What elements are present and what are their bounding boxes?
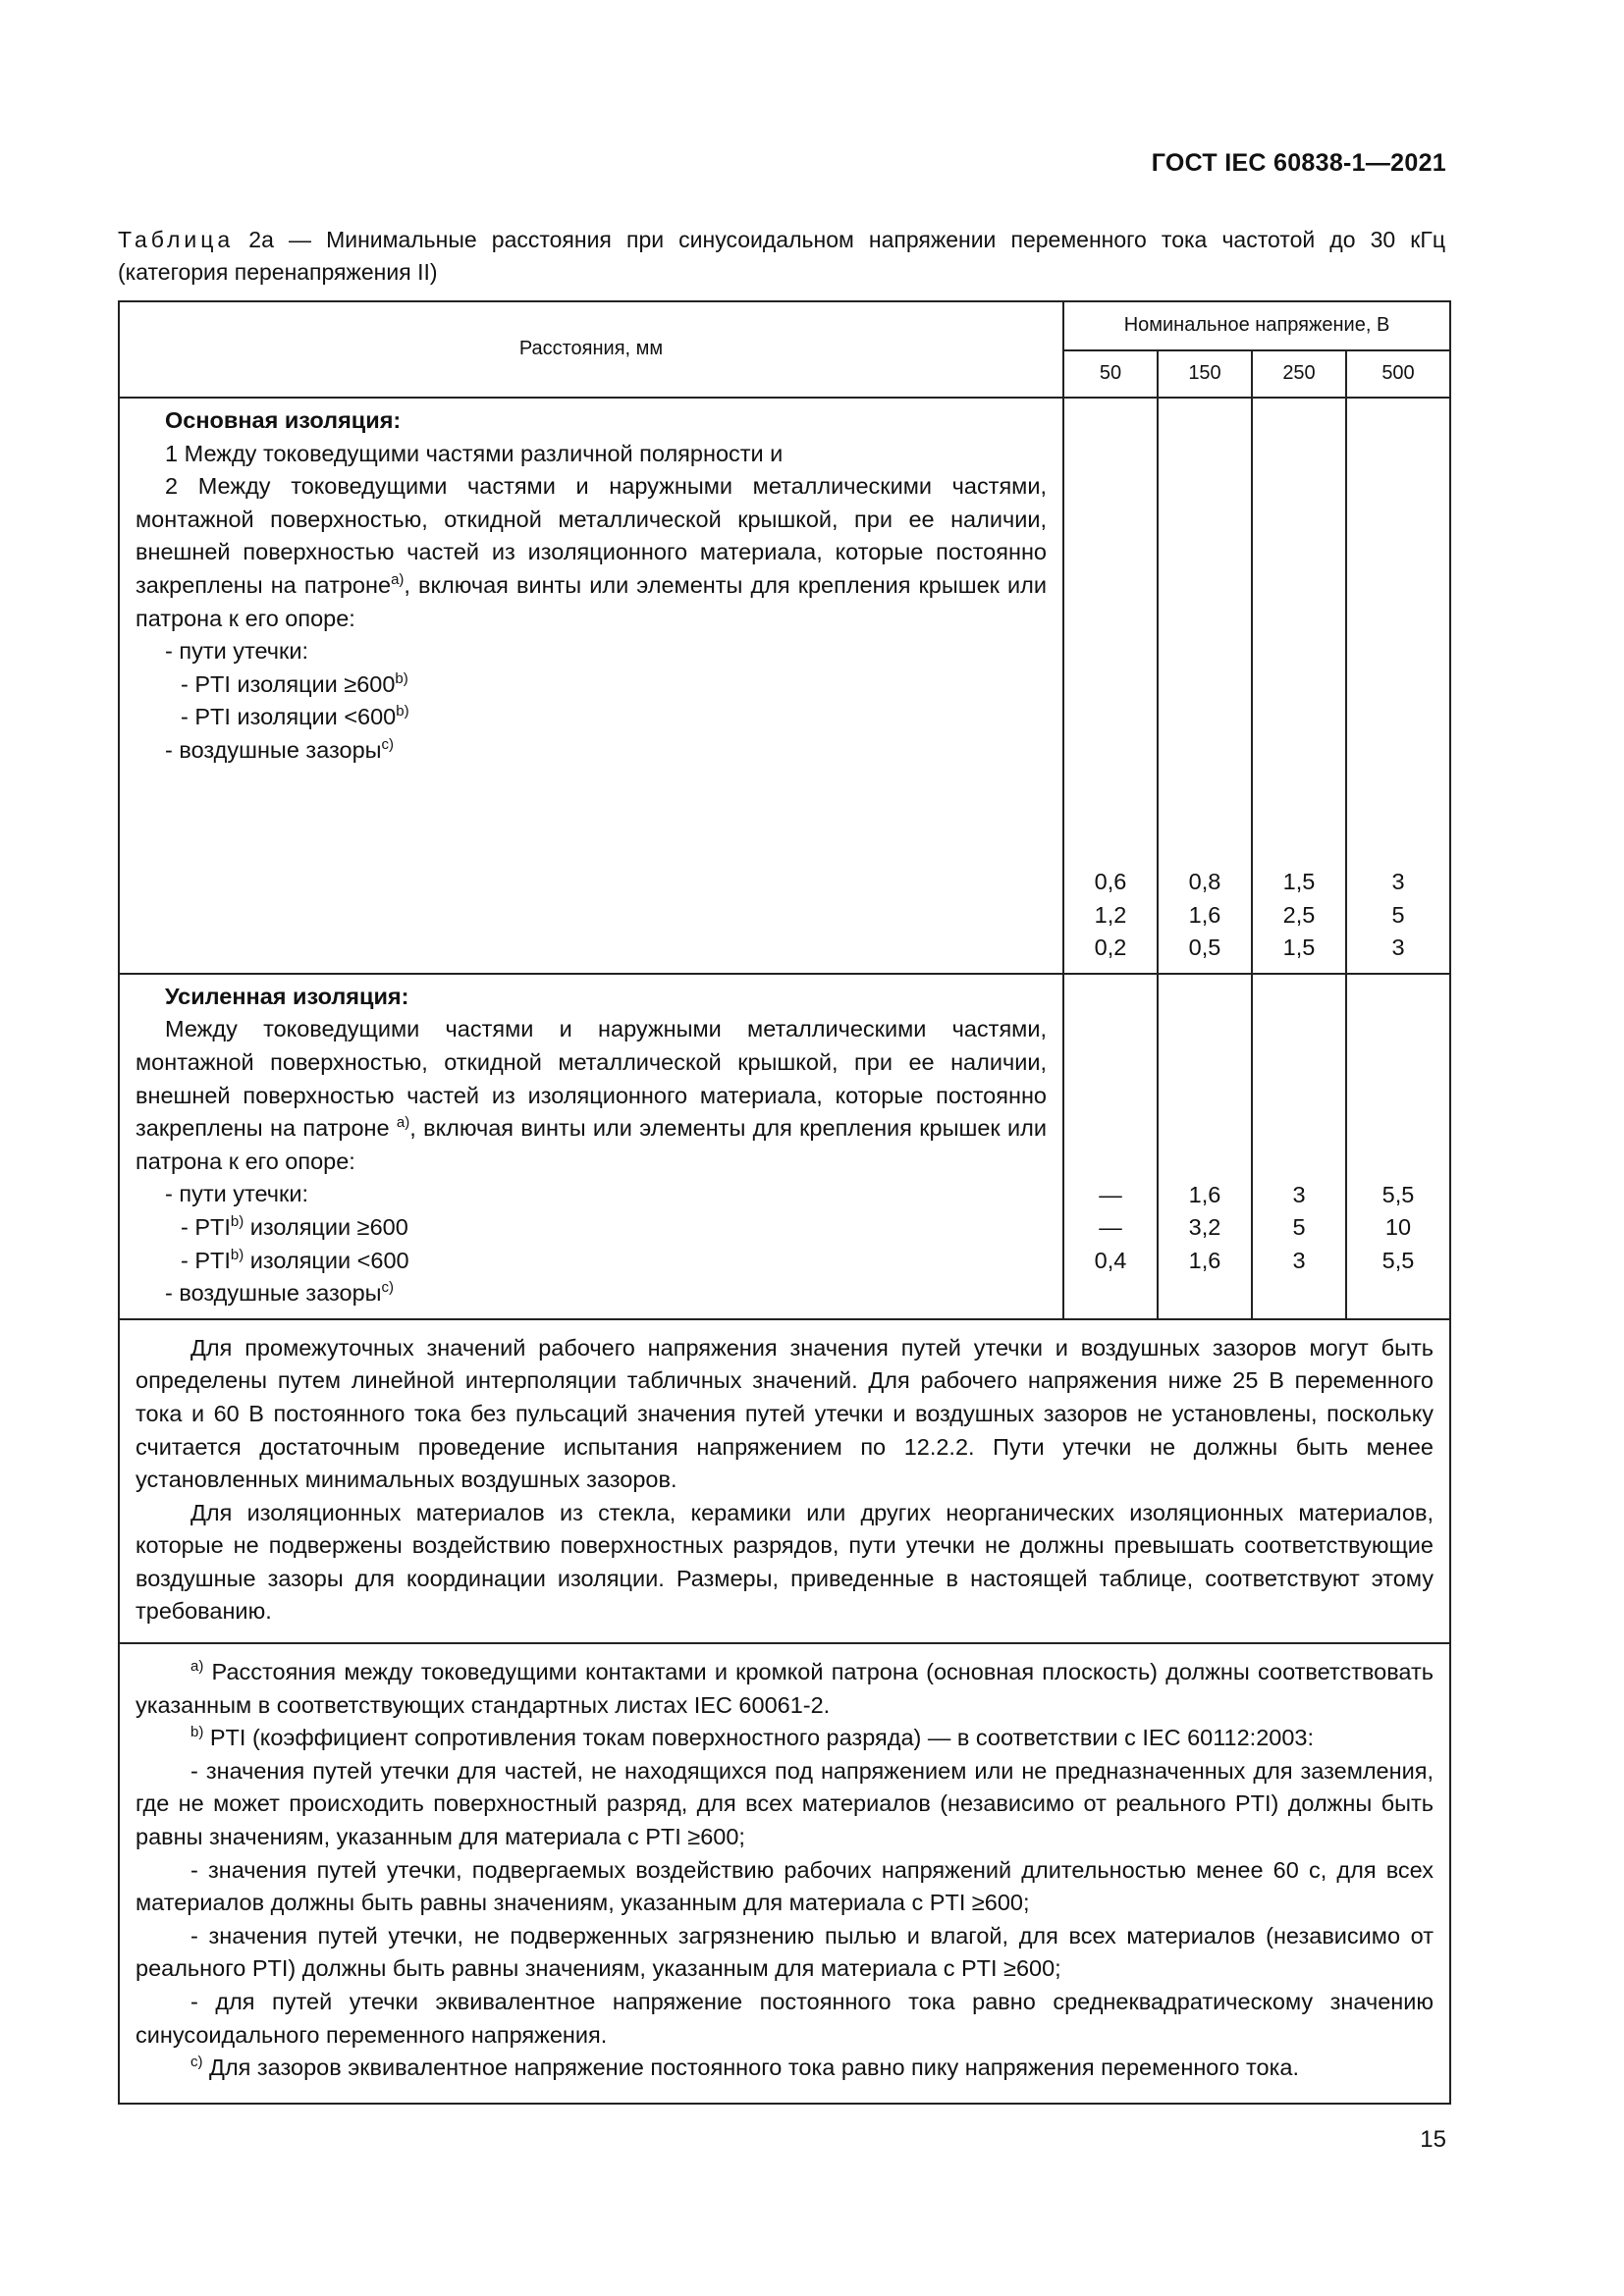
- reinforced-values-50: [1063, 974, 1158, 1319]
- header-nominal-voltage: Номинальное напряжение, В: [1063, 301, 1450, 350]
- table-cell: 1,5: [1282, 934, 1316, 961]
- table-cell: 0,8: [1188, 869, 1221, 894]
- footnote-b-item: - для путей утечки эквивалентное напряжение постоянного тока равно среднеквадратическому значению синусоидального переменного напряжения.: [135, 1989, 1434, 2048]
- spacer: [1064, 981, 1157, 1179]
- basic-item-2-tail: , включая винты или элементы для крепления крышек или патрона к его опоре:: [135, 571, 1047, 631]
- basic-pti-ge-label: [135, 668, 1047, 702]
- reinforced-pti-lt-pre: - PTI: [181, 1247, 231, 1273]
- spacer: [1064, 404, 1157, 866]
- header-voltage-250: 250: [1252, 350, 1346, 398]
- footnote-b-item: - значения путей утечки для частей, не находящихся под напряжением или не предназначенных для заземления, где не может происходить поверхностный разряд, для всех материалов (независимо от реального PTI) должны быть равны значениям, указанным для материала с PTI ≥600;: [135, 1757, 1434, 1850]
- table-cell: 1,2: [1094, 901, 1127, 928]
- basic-item-2-text: 2 Между токоведущими частями и наружными металлическими частями, монтажной поверхностью, откидной металлической крышкой, при ее наличии, внешней поверхностью частей из изоляционного материала, которые постоянно закреплены на патроне: [135, 473, 1047, 598]
- basic-item-1: 1 Между токоведущими частями различной полярности и: [165, 440, 784, 466]
- spacer: [1159, 404, 1251, 866]
- reinforced-creepage-label: - пути утечки:: [165, 1181, 308, 1207]
- table-cell: 2,5: [1282, 901, 1316, 928]
- spacer: [1253, 981, 1345, 1179]
- table-row: [119, 974, 1450, 1319]
- header-voltage-50: 50: [1063, 350, 1158, 398]
- page-number: 15: [1420, 2126, 1446, 2153]
- footnote-b-item: - значения путей утечки, не подверженных загрязнению пылью и влагой, для всех материалов (независимо от реального PTI) должны быть равны значениям, указанным для материала с PTI ≥600;: [135, 1922, 1434, 1982]
- table-cell: 1,6: [1188, 1247, 1221, 1273]
- footnote-c-text: Для зазоров эквивалентное напряжение постоянного тока равно пику напряжения переменного тока.: [202, 2055, 1299, 2081]
- basic-clearance-text: - воздушные зазоры: [165, 736, 382, 763]
- table-cell: 10: [1384, 1214, 1412, 1241]
- footnote-ref-c: c): [381, 1279, 395, 1297]
- basic-pti-lt-text: - PTI изоляции <600: [181, 704, 397, 730]
- table-footnotes-row: [119, 1643, 1450, 2104]
- footnote-b-text: PTI (коэффициент сопротивления токам поверхностного разряда) — в соответствии с IEC 60112:2003:: [203, 1725, 1315, 1751]
- footnote-ref-b: b): [395, 669, 408, 687]
- table-cell: 3: [1292, 1247, 1306, 1273]
- spacer: [1253, 404, 1345, 866]
- header-voltage-150: 150: [1158, 350, 1252, 398]
- reinforced-values-150: [1158, 974, 1252, 1319]
- reinforced-text: [135, 1013, 1047, 1178]
- table-cell: 5: [1391, 901, 1405, 928]
- reinforced-insulation-description: [119, 974, 1063, 1319]
- footnote-ref-a: a): [396, 1114, 410, 1132]
- document-header: ГОСТ IEC 60838-1—2021: [1151, 149, 1446, 177]
- table-notes: [119, 1319, 1450, 1643]
- table-header-row: [119, 301, 1450, 350]
- footnote-ref-a: a): [391, 570, 405, 588]
- reinforced-text-main: Между токоведущими частями и наружными металлическими частями, монтажной поверхностью, откидной металлической крышкой, при ее наличии, внешней поверхностью частей из изоляционного материала, которые постоянно закреплены на патроне: [135, 1016, 1047, 1142]
- footnote-ref-b: b): [230, 1246, 244, 1263]
- basic-creepage-label: - пути утечки:: [165, 638, 308, 665]
- table-cell: 3: [1292, 1181, 1306, 1207]
- note-paragraph: Для промежуточных значений рабочего напряжения значения путей утечки и воздушных зазоров могут быть определены путем линейной интерполяции табличных значений. Для рабочего напряжения ниже 25 В переменного тока и 60 В постоянного тока без пульсаций значения путей утечки и воздушных зазоров не установлены, поскольку считается достаточным проведение испытания напряжением по 12.2.2. Пути утечки не должны быть менее установленных минимальных воздушных зазоров.: [135, 1334, 1434, 1493]
- table-cell: 1,6: [1188, 1181, 1221, 1207]
- table-cell: 5,5: [1381, 1181, 1415, 1207]
- spacer: [1159, 981, 1251, 1179]
- distances-table: [118, 300, 1451, 2105]
- basic-clearance-label: [135, 734, 1047, 768]
- reinforced-pti-ge-post: изоляции ≥600: [244, 1213, 408, 1240]
- table-cell: —: [1099, 1181, 1122, 1207]
- table-cell: 5,5: [1381, 1247, 1415, 1273]
- table-cell: 0,4: [1094, 1247, 1127, 1273]
- table-cell: 0,6: [1094, 869, 1127, 894]
- reinforced-text-tail: , включая винты или элементы для крепления крышек или патрона к его опоре:: [135, 1115, 1047, 1174]
- header-voltage-500: 500: [1346, 350, 1450, 398]
- basic-item-2: [135, 470, 1047, 635]
- reinforced-pti-ge-pre: - PTI: [181, 1213, 231, 1240]
- note-paragraph: Для изоляционных материалов из стекла, керамики или других неорганических изоляционных материалов, которые не подвержены воздействию поверхностных разрядов, пути утечки не должны превышать соответствующие воздушные зазоры для координации изоляции. Размеры, приведенные в настоящей таблице, соответствуют этому требованию.: [135, 1499, 1434, 1625]
- table-cell: 5: [1292, 1214, 1306, 1241]
- basic-values-250: [1252, 398, 1346, 974]
- reinforced-insulation-title: Усиленная изоляция:: [165, 983, 409, 1009]
- reinforced-pti-ge-label: [135, 1211, 1047, 1245]
- footnote-a: [135, 1656, 1434, 1722]
- footnote-mark-c: c): [190, 2054, 203, 2071]
- footnote-a-text: Расстояния между токоведущими контактами и кромкой патрона (основная плоскость) должны соответствовать указанным в соответствующих стандартных листах IEC 60061-2.: [135, 1659, 1434, 1718]
- table-notes-row: [119, 1319, 1450, 1643]
- footnote-ref-c: c): [381, 735, 395, 753]
- basic-values-50: [1063, 398, 1158, 974]
- reinforced-clearance-label: [135, 1277, 1047, 1310]
- basic-values-150: [1158, 398, 1252, 974]
- table-cell: 0,5: [1188, 934, 1221, 961]
- table-cell: 1,6: [1188, 901, 1221, 928]
- spacer: [1347, 404, 1449, 866]
- table-cell: 3: [1391, 934, 1405, 961]
- table-cell: 1,5: [1282, 869, 1316, 894]
- caption-label: Таблица: [118, 227, 235, 252]
- table-caption: [118, 224, 1445, 289]
- reinforced-pti-lt-label: [135, 1245, 1047, 1278]
- basic-pti-lt-label: [135, 701, 1047, 734]
- table-row: [119, 398, 1450, 974]
- header-distances: Расстояния, мм: [119, 301, 1063, 398]
- footnote-mark-a: a): [190, 1658, 204, 1676]
- footnote-c: [135, 2052, 1434, 2085]
- reinforced-clearance-text: - воздушные зазоры: [165, 1280, 382, 1307]
- table-cell: 3: [1391, 869, 1405, 894]
- footnote-ref-b: b): [396, 703, 409, 721]
- table-cell: —: [1099, 1214, 1122, 1241]
- reinforced-pti-lt-post: изоляции <600: [244, 1247, 409, 1273]
- basic-insulation-description: [119, 398, 1063, 974]
- reinforced-values-250: [1252, 974, 1346, 1319]
- footnote-b: [135, 1722, 1434, 1755]
- basic-pti-ge-text: - PTI изоляции ≥600: [181, 670, 396, 697]
- footnote-ref-b: b): [230, 1212, 244, 1230]
- table-cell: 3,2: [1188, 1214, 1221, 1241]
- footnote-b-item: - значения путей утечки, подвергаемых воздействию рабочих напряжений длительностью менее 60 с, для всех материалов должны быть равны значениям, указанным для материала с PTI ≥600;: [135, 1856, 1434, 1916]
- spacer: [1347, 981, 1449, 1179]
- basic-insulation-title: Основная изоляция:: [165, 407, 402, 433]
- reinforced-values-500: [1346, 974, 1450, 1319]
- footnote-mark-b: b): [190, 1724, 204, 1741]
- basic-values-500: [1346, 398, 1450, 974]
- caption-text: 2а — Минимальные расстояния при синусоидальном напряжении переменного тока частотой до 30 кГц (категория перенапряжения II): [118, 227, 1445, 285]
- table-footnotes: [119, 1643, 1450, 2104]
- table-cell: 0,2: [1094, 934, 1127, 961]
